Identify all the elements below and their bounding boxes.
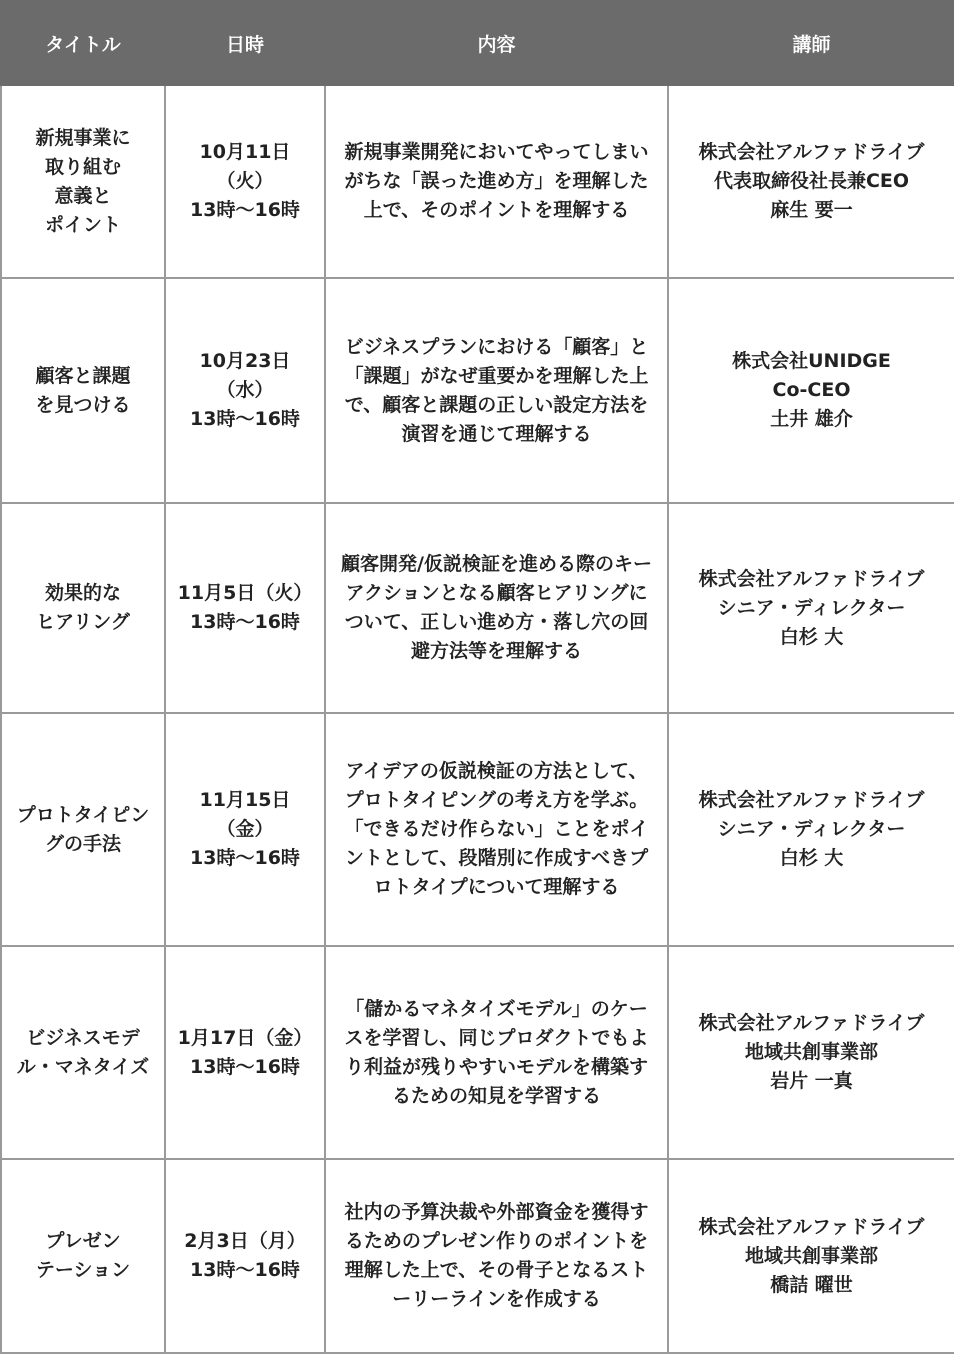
- session-content: 社内の予算決裁や外部資金を獲得するためのプレゼン作りのポイントを理解した上で、その骨子となるストーリーラインを作成する: [325, 1159, 668, 1353]
- session-lecturer: 株式会社アルファドライブ シニア・ディレクター 白杉 大: [668, 713, 954, 946]
- session-datetime: 11月15日 （金） 13時〜16時: [165, 713, 325, 946]
- session-lecturer: 株式会社アルファドライブ シニア・ディレクター 白杉 大: [668, 503, 954, 713]
- header-content: 内容: [325, 1, 668, 85]
- session-datetime: 10月11日 （火） 13時〜16時: [165, 85, 325, 278]
- header-title: タイトル: [1, 1, 165, 85]
- session-title: 効果的な ヒアリング: [1, 503, 165, 713]
- session-title: ビジネスモデ ル・マネタイズ: [1, 946, 165, 1159]
- session-title: プロトタイピン グの手法: [1, 713, 165, 946]
- table-row: [1, 503, 954, 713]
- header-datetime: 日時: [165, 1, 325, 85]
- table-row: [1, 85, 954, 278]
- session-content: 「儲かるマネタイズモデル」のケースを学習し、同じプロダクトでもより利益が残りやすいモデルを構築するための知見を学習する: [325, 946, 668, 1159]
- session-datetime: 1月17日（金） 13時〜16時: [165, 946, 325, 1159]
- header-row: [1, 1, 954, 85]
- header-lecturer: 講師: [668, 1, 954, 85]
- session-lecturer: 株式会社UNIDGE Co-CEO 土井 雄介: [668, 278, 954, 503]
- session-title: プレゼン テーション: [1, 1159, 165, 1353]
- session-content: アイデアの仮説検証の方法として、プロトタイピングの考え方を学ぶ。「できるだけ作らない」ことをポイントとして、段階別に作成すべきプロトタイプについて理解する: [325, 713, 668, 946]
- table-header: [1, 1, 954, 85]
- session-lecturer: 株式会社アルファドライブ 地域共創事業部 橋詰 曜世: [668, 1159, 954, 1353]
- session-lecturer: 株式会社アルファドライブ 代表取締役社長兼CEO 麻生 要一: [668, 85, 954, 278]
- session-lecturer: 株式会社アルファドライブ 地域共創事業部 岩片 一真: [668, 946, 954, 1159]
- table-row: [1, 278, 954, 503]
- session-title: 顧客と課題 を見つける: [1, 278, 165, 503]
- table-body: [1, 85, 954, 1353]
- session-datetime: 2月3日（月） 13時〜16時: [165, 1159, 325, 1353]
- session-datetime: 10月23日 （水） 13時〜16時: [165, 278, 325, 503]
- session-content: ビジネスプランにおける「顧客」と「課題」がなぜ重要かを理解した上で、顧客と課題の正しい設定方法を演習を通じて理解する: [325, 278, 668, 503]
- session-datetime: 11月5日（火） 13時〜16時: [165, 503, 325, 713]
- session-content: 新規事業開発においてやってしまいがちな「誤った進め方」を理解した上で、そのポイントを理解する: [325, 85, 668, 278]
- session-content: 顧客開発/仮説検証を進める際のキーアクションとなる顧客ヒアリングについて、正しい進め方・落し穴の回避方法等を理解する: [325, 503, 668, 713]
- session-title: 新規事業に 取り組む 意義と ポイント: [1, 85, 165, 278]
- table-row: [1, 1159, 954, 1353]
- table-row: [1, 713, 954, 946]
- table-row: [1, 946, 954, 1159]
